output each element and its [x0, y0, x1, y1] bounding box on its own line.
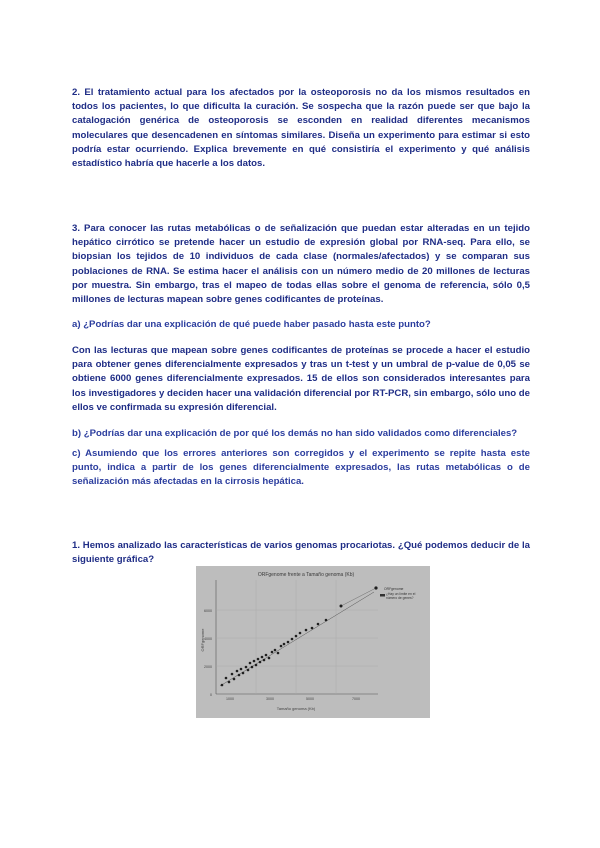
data-point: [291, 638, 294, 641]
question-1-text: 1. Hemos analizado las características de varios genomas procariotas. ¿Qué podemos deducir de la siguiente gráfica?: [72, 540, 530, 566]
data-point: [247, 669, 250, 672]
data-point: [261, 656, 264, 659]
data-point: [265, 654, 268, 657]
data-point: [253, 660, 256, 663]
legend-swatch: [380, 594, 385, 597]
data-point: [271, 651, 274, 654]
data-point: [233, 678, 236, 681]
data-point: [236, 670, 239, 673]
data-point: [311, 627, 314, 630]
question-3b: b) ¿Podrías dar una explicación de por qué los demás no han sido validados como diferenciales?: [72, 428, 518, 439]
data-point: [257, 658, 260, 661]
data-point: [277, 652, 280, 655]
x-tick-label: 1000: [226, 697, 234, 701]
question-3a: a) ¿Podrías dar una explicación de qué puede haber pasado hasta este punto?: [72, 319, 431, 330]
y-tick-label: 2000: [204, 665, 212, 669]
data-point: [263, 659, 266, 662]
question-2-text: 2. El tratamiento actual para los afectados por la osteoporosis no da los mismos resultados en todos los pacientes, lo que dificulta la curación. Se sospecha que la razón puede ser que bajo la catalogación genérica de osteoporosis se esconden en realidad diferentes mecanismos moleculares que desencadenen en síntomas similares. Diseña un experimento para estimar si esto podría estar ocurriendo. Explica brevemente en qué consistiría el experimento y qué análisis estadístico habría que hacerle a los datos.: [72, 87, 530, 170]
scatter-plot: [196, 566, 430, 718]
data-point: [374, 586, 377, 589]
data-point: [325, 619, 328, 622]
data-point: [317, 623, 320, 626]
data-point: [240, 668, 243, 671]
data-point: [259, 661, 262, 664]
data-point: [249, 662, 252, 665]
data-point: [305, 629, 308, 632]
x-tick-label: 3000: [266, 697, 274, 701]
legend-note: ¿Hay un límite en el número de genes?: [386, 592, 416, 600]
y-axis-label: ORFgenome: [200, 628, 205, 652]
data-point: [242, 672, 245, 675]
data-point: [231, 673, 234, 676]
question-3-intro: 3. Para conocer las rutas metabólicas o de señalización que puedan estar alteradas en un tejido hepático cirrótico se pretende hacer un estudio de expresión global por RNA-seq. Para ello, se biopsian los tejidos de 10 individuos de cada clase (normales/afectados) y se comparan sus poblaciones de RNA. Se estima hacer el análisis con un número medio de 20 millones de lecturas por muestra. Sin embargo, tras el mapeo de todas ellas sobre el genoma de referencia, sólo 0,5 millones de lecturas mapean sobre genes codificantes de proteínas.: [72, 223, 530, 306]
question-3-middle: Con las lecturas que mapean sobre genes codificantes de proteínas se procede a hacer el estudio para obtener genes diferencialmente expresados y tras un t-test y un umbral de p-value de 0,05 se obtiene 6000 genes diferencialmente expresados. 15 de ellos son considerados interesantes para los investigadores y deciden hacer una validación diferencial por RT-PCR, sin embargo, sólo uno de ellos ve confirmada su expresión diferencial.: [72, 345, 530, 413]
x-tick-label: 5000: [306, 697, 314, 701]
data-point: [225, 677, 228, 680]
x-tick-label: 7000: [352, 697, 360, 701]
legend: [380, 587, 424, 626]
question-3c: c) Asumiendo que los errores anteriores son corregidos y el experimento se repite hasta este punto, indica a partir de los genes diferencialmente expresados, las rutas metabólicas o de señalización más afectadas en la cirrosis hepática.: [72, 448, 530, 488]
y-tick-label: 6000: [204, 609, 212, 613]
data-point: [283, 643, 286, 646]
data-point: [340, 605, 343, 608]
data-point: [238, 674, 241, 677]
data-point: [287, 641, 290, 644]
x-axis-label: Tamaño genoma (Kb): [276, 706, 316, 711]
y-tick-label: 4000: [204, 637, 212, 641]
data-point: [295, 635, 298, 638]
y-tick-label: 0: [210, 693, 212, 697]
data-point: [268, 657, 271, 660]
data-point: [274, 649, 277, 652]
data-point: [280, 645, 283, 648]
data-point: [245, 666, 248, 669]
data-point: [255, 664, 258, 667]
legend-title: ORFgenome: [384, 587, 404, 591]
data-point: [228, 681, 231, 684]
scatter-figure: [196, 566, 430, 718]
data-point: [299, 632, 302, 635]
data-point: [251, 666, 254, 669]
data-point: [221, 684, 224, 687]
figure-title: ORFgenome frente a Tamaño genoma (Kb): [257, 572, 355, 578]
